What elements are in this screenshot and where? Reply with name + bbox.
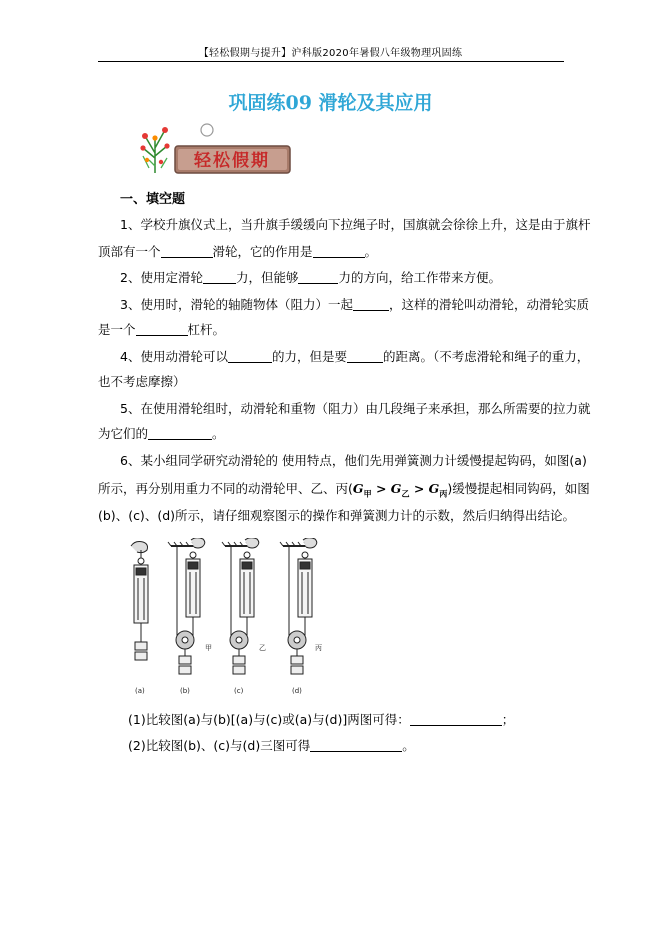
q5-line2: 为它们的 。 xyxy=(98,426,225,441)
flower-icon xyxy=(140,127,169,173)
q3-blank2[interactable] xyxy=(136,321,188,336)
q3-line2: 是一个 杠杆。 xyxy=(98,322,226,337)
q6-line3: (b)、(c)、(d)所示，请仔细观察图示的操作和弹簧测力计的示数，然后归纳得出结论。 xyxy=(98,508,576,523)
page-header: 【轻松假期与提升】沪科版2020年暑假八年级物理巩固练 xyxy=(198,48,463,59)
page-title: 巩固练09 滑轮及其应用 xyxy=(228,92,433,114)
weight-inequality: $G_甲 > G_乙 > G_丙$ xyxy=(352,481,448,499)
setup-a xyxy=(131,542,148,661)
q5-line1: 5、在使用滑轮组时，动滑轮和重物（阻力）由几段绳子来承担，那么所需要的拉力就 xyxy=(120,401,591,416)
pulley-name-bing: 丙 xyxy=(315,644,322,652)
q4-line2: 也不考虑摩擦） xyxy=(98,374,186,389)
q2-blank1[interactable] xyxy=(203,269,236,284)
q1-line1: 1、学校升旗仪式上，当升旗手缓缓向下拉绳子时，国旗就会徐徐上升，这是由于旗杆 xyxy=(120,217,591,232)
q3-line1: 3、使用时，滑轮的轴随物体（阻力）一起 ，这样的滑轮叫动滑轮，动滑轮实质 xyxy=(120,297,589,312)
figure-label-d: (d) xyxy=(292,687,302,695)
subq2-blank[interactable] xyxy=(310,737,402,752)
q4-line1: 4、使用动滑轮可以 的力，但是要 的距离。（不考虑滑轮和绳子的重力， xyxy=(120,349,590,364)
q2-blank2[interactable] xyxy=(298,269,338,284)
q3-blank1[interactable] xyxy=(353,296,389,311)
q5-blank1[interactable] xyxy=(148,425,212,440)
holiday-logo xyxy=(135,118,295,178)
figure-label-a: (a) xyxy=(135,687,145,695)
logo-text: 轻松假期 xyxy=(194,151,270,171)
pulley-name-jia: 甲 xyxy=(205,644,212,652)
q1-line2: 顶部有一个 滑轮，它的作用是 。 xyxy=(98,244,378,259)
header-divider xyxy=(98,61,564,62)
subq1-blank[interactable] xyxy=(410,711,502,726)
setup-d xyxy=(280,538,317,674)
q6-line1: 6、某小组同学研究动滑轮的 使用特点，他们先用弹簧测力计缓慢提起钩码，如图(a) xyxy=(120,453,587,468)
q4-blank2[interactable] xyxy=(347,348,383,363)
q4-blank1[interactable] xyxy=(228,348,272,363)
sun-icon xyxy=(201,124,213,136)
subq-1: (1)比较图(a)与(b)[(a)与(c)或(a)与(d)]两图可得： ； xyxy=(128,712,515,727)
section-heading: 一、填空题 xyxy=(120,192,186,207)
pulley-name-yi: 乙 xyxy=(259,644,266,652)
setup-b xyxy=(168,538,205,674)
pulley-figure xyxy=(125,538,330,698)
q6-line2: 所示，再分别用重力不同的动滑轮甲、乙、丙$(G_甲 > G_乙 > G_丙)$缓慢提起相同钩码，如图 xyxy=(98,481,590,499)
q1-blank1[interactable] xyxy=(161,243,213,258)
subq-2: (2)比较图(b)、(c)与(d)三图可得 。 xyxy=(128,738,415,753)
figure-label-c: (c) xyxy=(234,687,244,695)
setup-c xyxy=(222,538,259,674)
q2-line: 2、使用定滑轮 力，但能够 力的方向，给工作带来方便。 xyxy=(120,270,501,285)
figure-label-b: (b) xyxy=(180,687,190,695)
q1-blank2[interactable] xyxy=(313,243,365,258)
